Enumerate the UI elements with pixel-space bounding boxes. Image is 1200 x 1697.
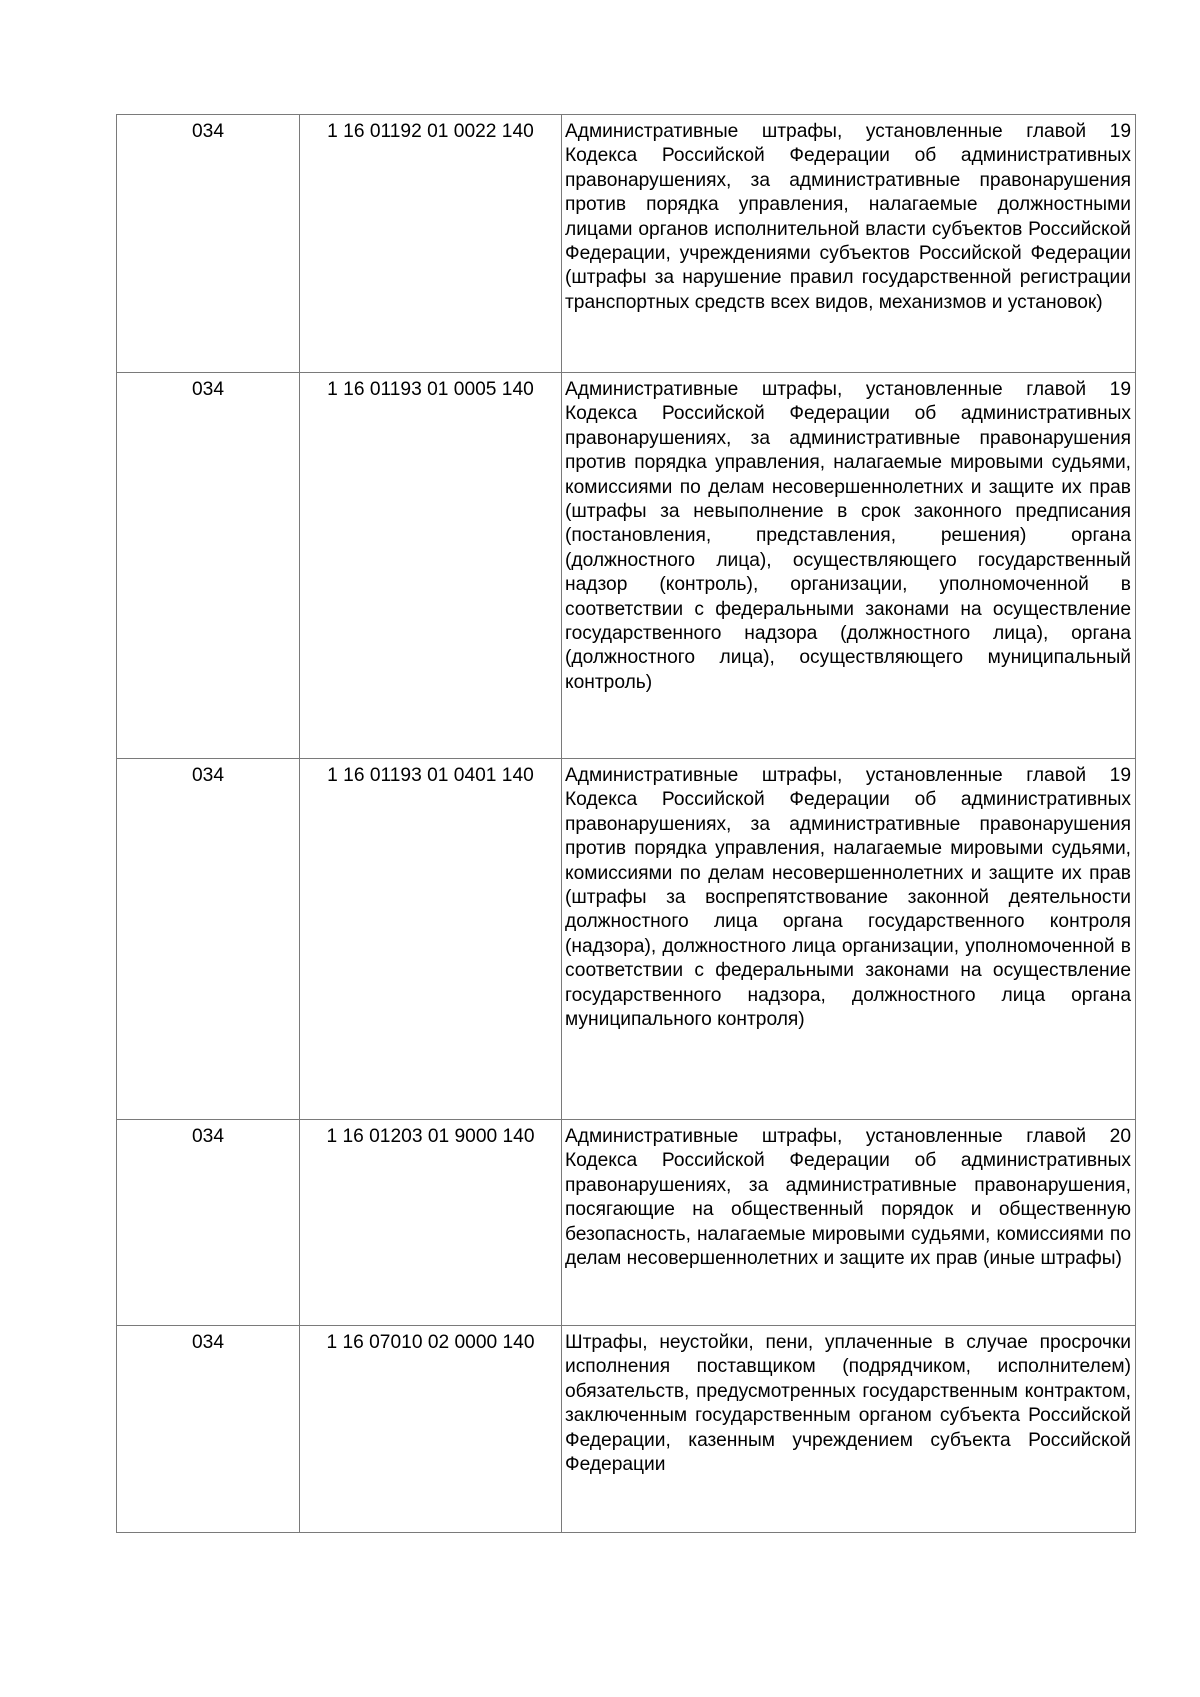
table-row [117, 1120, 1136, 1326]
table-row [117, 115, 1136, 373]
description-cell: Административные штрафы, установленные главой 19 Кодекса Российской Федерации об административных правонарушениях, за административные правонарушения против порядка управления, налагаемые мировыми судьями, комиссиями по делам несовершеннолетних и защите их прав (штрафы за воспрепятствование законной деятельности должностного лица органа государственного контроля (надзора), должностного лица организации, уполномоченной в соответствии с федеральными законами на осуществление государственного надзора, должностного лица органа муниципального контроля) [562, 759, 1136, 1120]
description-cell: Административные штрафы, установленные главой 19 Кодекса Российской Федерации об административных правонарушениях, за административные правонарушения против порядка управления, налагаемые мировыми судьями, комиссиями по делам несовершеннолетних и защите их прав (штрафы за невыполнение в срок законного предписания (постановления, представления, решения) органа (должностного лица), осуществляющего государственный надзор (контроль), организации, уполномоченной в соответствии с федеральными законами на осуществление государственного надзора (должностного лица), органа (должностного лица), осуществляющего муниципальный контроль) [562, 373, 1136, 759]
description-cell: Штрафы, неустойки, пени, уплаченные в случае просрочки исполнения поставщиком (подрядчиком, исполнителем) обязательств, предусмотренных государственным контрактом, заключенным государственным органом субъекта Российской Федерации, казенным учреждением субъекта Российской Федерации [562, 1326, 1136, 1533]
admin-code-cell: 034 [117, 373, 300, 759]
budget-code-cell: 1 16 01193 01 0005 140 [300, 373, 562, 759]
table-row [117, 373, 1136, 759]
revenue-codes-table [116, 114, 1136, 1533]
budget-code-cell: 1 16 01203 01 9000 140 [300, 1120, 562, 1326]
table-row [117, 1326, 1136, 1533]
budget-code-cell: 1 16 01192 01 0022 140 [300, 115, 562, 373]
budget-code-cell: 1 16 07010 02 0000 140 [300, 1326, 562, 1533]
admin-code-cell: 034 [117, 115, 300, 373]
budget-code-cell: 1 16 01193 01 0401 140 [300, 759, 562, 1120]
table-row [117, 759, 1136, 1120]
description-cell: Административные штрафы, установленные главой 19 Кодекса Российской Федерации об административных правонарушениях, за административные правонарушения против порядка управления, налагаемые должностными лицами органов исполнительной власти субъектов Российской Федерации, учреждениями субъектов Российской Федерации (штрафы за нарушение правил государственной регистрации транспортных средств всех видов, механизмов и установок) [562, 115, 1136, 373]
admin-code-cell: 034 [117, 759, 300, 1120]
admin-code-cell: 034 [117, 1326, 300, 1533]
description-cell: Административные штрафы, установленные главой 20 Кодекса Российской Федерации об административных правонарушениях, за административные правонарушения, посягающие на общественный порядок и общественную безопасность, налагаемые мировыми судьями, комиссиями по делам несовершеннолетних и защите их прав (иные штрафы) [562, 1120, 1136, 1326]
admin-code-cell: 034 [117, 1120, 300, 1326]
